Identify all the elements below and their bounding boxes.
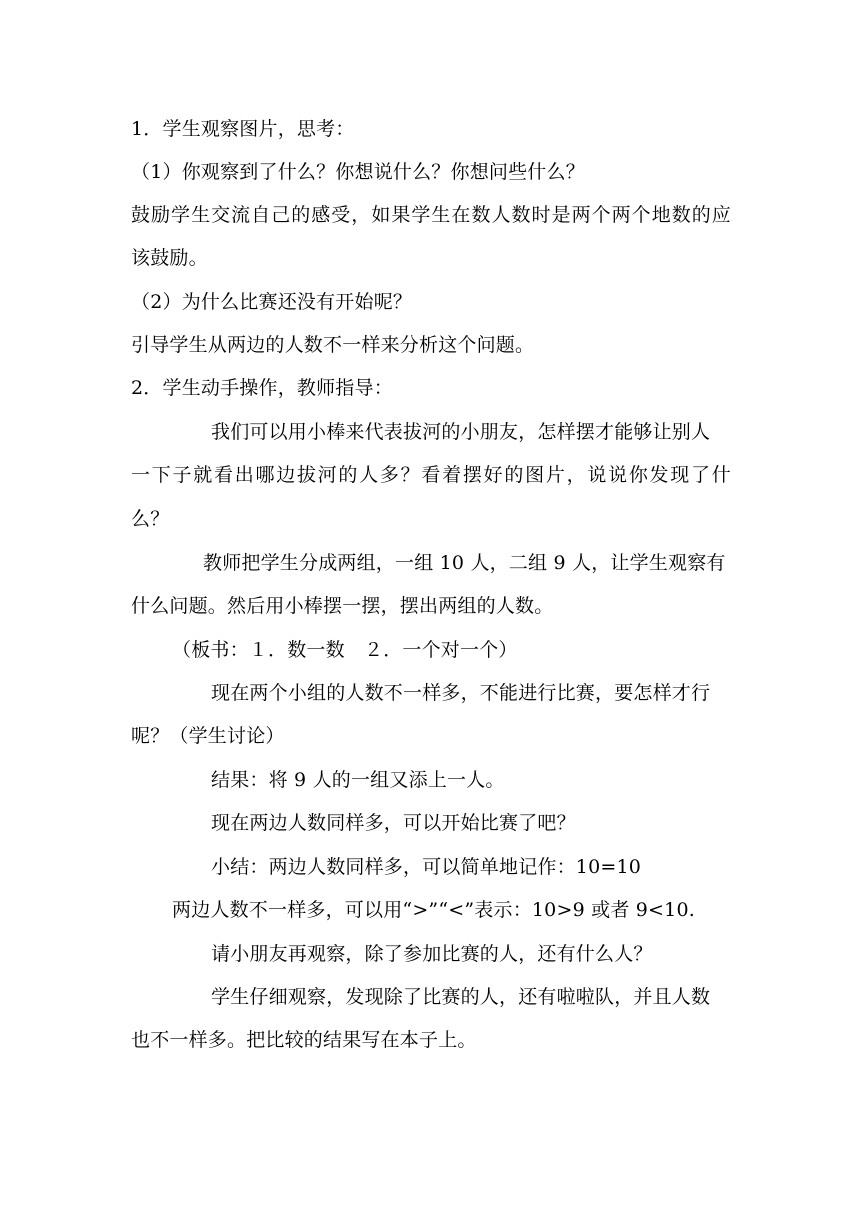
paragraph-line: 引导学生从两边的人数不一样来分析这个问题。 xyxy=(131,334,535,356)
step-2-heading: 2．学生动手操作，教师指导： xyxy=(131,377,393,399)
paragraph-line: 该鼓励。 xyxy=(131,247,208,269)
paragraph-line: 我们可以用小棒来代表拔河的小朋友，怎样摆才能够让别人 xyxy=(211,421,711,443)
question-2: （2）为什么比赛还没有开始呢？ xyxy=(131,291,413,313)
paragraph-line: 现在两边人数同样多，可以开始比赛了吧？ xyxy=(211,812,576,834)
paragraph-line: 学生仔细观察，发现除了比赛的人，还有啦啦队，并且人数 xyxy=(211,986,711,1008)
comparison-line: 两边人数不一样多，可以用“>”“<”表示：10>9 或者 9<10. xyxy=(172,899,695,921)
paragraph-line: 现在两个小组的人数不一样多，不能进行比赛，要怎样才行 xyxy=(211,682,711,704)
paragraph-line: 鼓励学生交流自己的感受，如果学生在数人数时是两个两个地数的应 xyxy=(131,204,731,226)
summary-line: 小结：两边人数同样多，可以简单地记作：10=10 xyxy=(211,856,642,878)
step-1-heading: 1．学生观察图片，思考： xyxy=(131,118,355,140)
paragraph-line: 教师把学生分成两组，一组 10 人，二组 9 人，让学生观察有 xyxy=(203,552,726,574)
question-1: （1）你观察到了什么？你想说什么？你想问些什么？ xyxy=(131,161,585,183)
paragraph-line: 什么问题。然后用小棒摆一摆，摆出两组的人数。 xyxy=(131,595,554,617)
paragraph-line: 么？ xyxy=(131,508,170,530)
board-writing: （板书：１．数一数 ２．一个对一个） xyxy=(172,639,518,661)
paragraph-line: 呢？（学生讨论） xyxy=(131,725,285,747)
paragraph-line: 一下子就看出哪边拔河的人多？看着摆好的图片，说说你发现了什 xyxy=(131,464,731,486)
paragraph-line: 请小朋友再观察，除了参加比赛的人，还有什么人？ xyxy=(211,943,653,965)
paragraph-line: 结果：将 9 人的一组又添上一人。 xyxy=(211,769,505,791)
paragraph-line: 也不一样多。把比较的结果写在本子上。 xyxy=(131,1029,477,1051)
